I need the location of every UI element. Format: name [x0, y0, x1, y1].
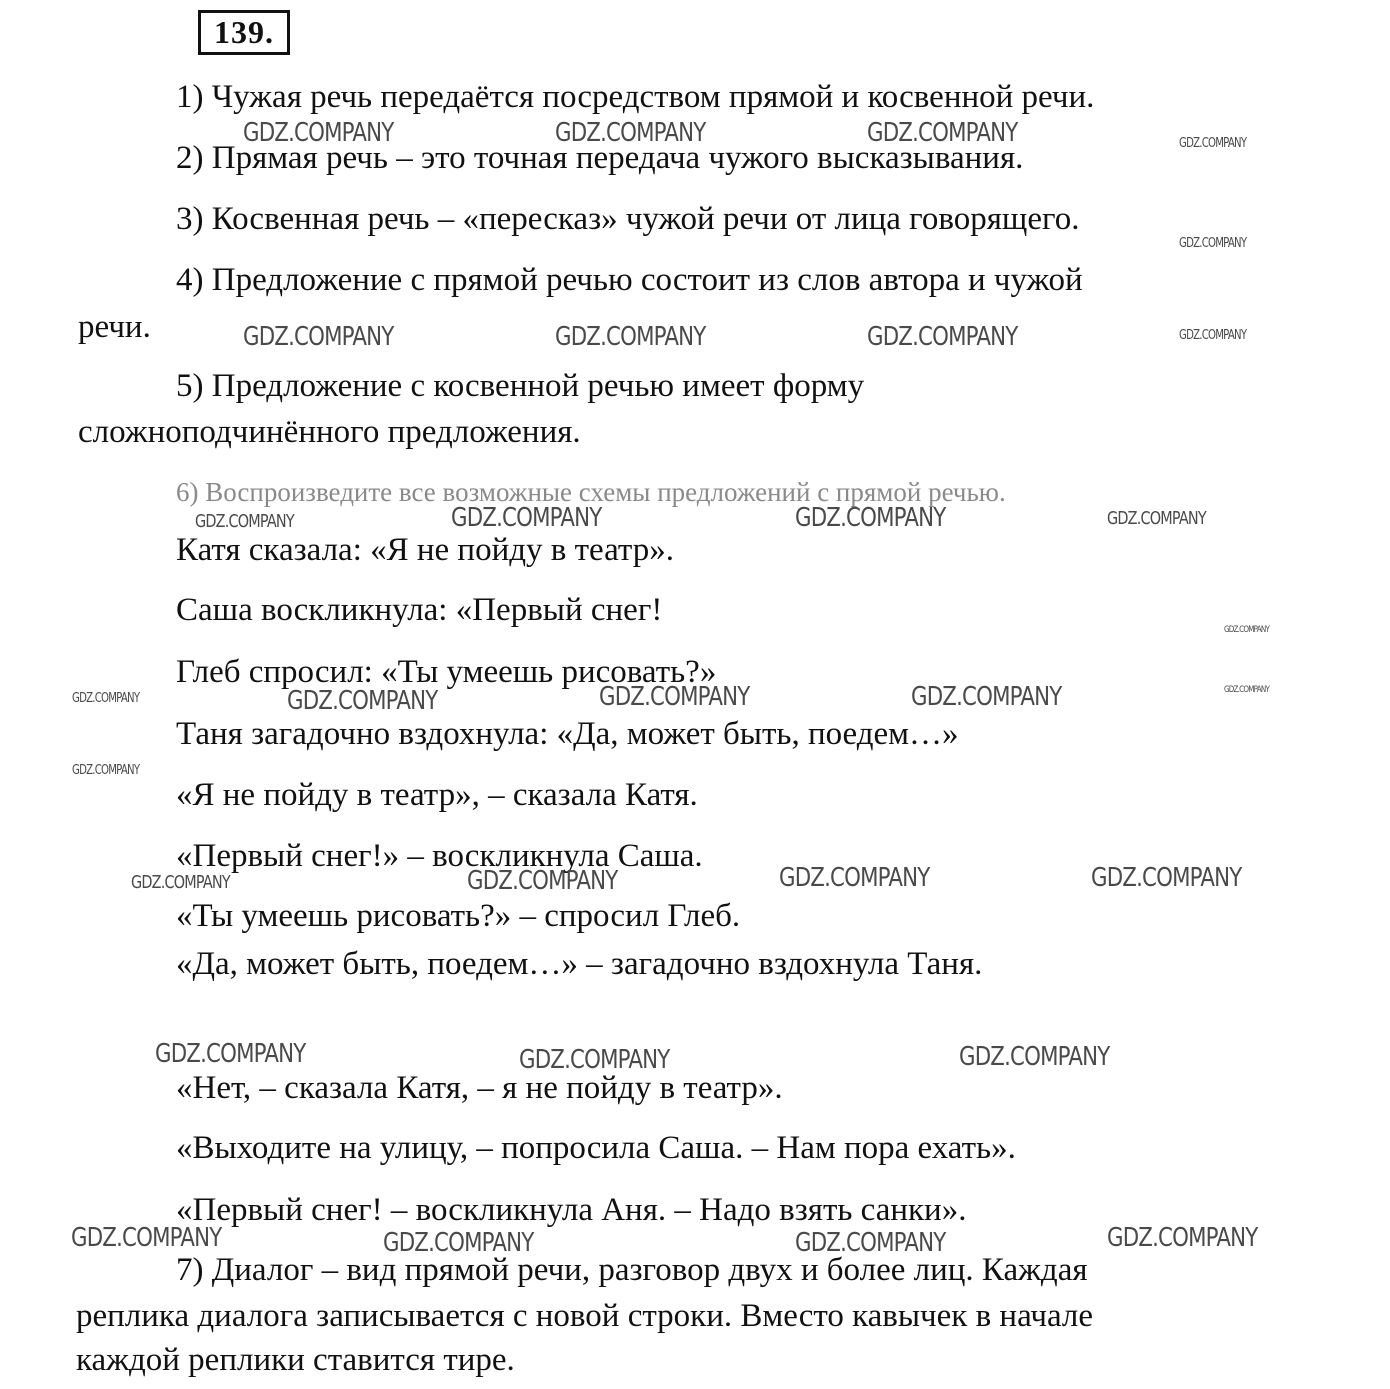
watermark: GDZ.COMPANY: [1107, 1223, 1258, 1253]
watermark: GDZ.COMPANY: [1179, 136, 1247, 151]
watermark: GDZ.COMPANY: [867, 118, 1018, 148]
paragraph-7-line-3: каждой реплики ставится тире.: [76, 1342, 515, 1378]
watermark: GDZ.COMPANY: [383, 1228, 534, 1258]
watermark: GDZ.COMPANY: [599, 682, 750, 712]
watermark: GDZ.COMPANY: [467, 866, 618, 896]
paragraph-2: 2) Прямая речь – это точная передача чужого высказывания.: [176, 140, 1024, 176]
watermark: GDZ.COMPANY: [519, 1045, 670, 1075]
paragraph-3: 3) Косвенная речь – «пересказ» чужой речи от лица говорящего.: [176, 201, 1080, 237]
watermark: GDZ.COMPANY: [131, 872, 230, 893]
watermark: GDZ.COMPANY: [779, 863, 930, 893]
watermark: GDZ.COMPANY: [1179, 236, 1247, 251]
watermark: GDZ.COMPANY: [959, 1042, 1110, 1072]
watermark: GDZ.COMPANY: [795, 1228, 946, 1258]
watermark: GDZ.COMPANY: [1224, 625, 1270, 635]
watermark: GDZ.COMPANY: [243, 322, 394, 352]
example-6: «Первый снег!» – воскликнула Саша.: [176, 838, 703, 874]
watermark: GDZ.COMPANY: [195, 511, 294, 532]
watermark: GDZ.COMPANY: [555, 322, 706, 352]
example-8: «Да, может быть, поедем…» – загадочно вздохнула Таня.: [176, 946, 983, 982]
example-10: «Выходите на улицу, – попросила Саша. – Нам пора ехать».: [176, 1130, 1016, 1166]
watermark: GDZ.COMPANY: [1179, 328, 1247, 343]
watermark: GDZ.COMPANY: [72, 763, 140, 778]
watermark: GDZ.COMPANY: [243, 118, 394, 148]
example-4: Таня загадочно вздохнула: «Да, может быть, поедем…»: [176, 716, 959, 752]
watermark: GDZ.COMPANY: [451, 503, 602, 533]
paragraph-7-line-2: реплика диалога записывается с новой строки. Вместо кавычек в начале: [76, 1298, 1094, 1334]
example-3: Глеб спросил: «Ты умеешь рисовать?»: [176, 654, 717, 690]
example-1: Катя сказала: «Я не пойду в театр».: [176, 532, 674, 568]
paragraph-1: 1) Чужая речь передаётся посредством прямой и косвенной речи.: [176, 79, 1095, 115]
example-5: «Я не пойду в театр», – сказала Катя.: [176, 777, 698, 813]
paragraph-4-line-2: речи.: [78, 309, 151, 345]
watermark: GDZ.COMPANY: [1091, 863, 1242, 893]
watermark: GDZ.COMPANY: [71, 1223, 222, 1253]
watermark: GDZ.COMPANY: [795, 503, 946, 533]
watermark: GDZ.COMPANY: [155, 1039, 306, 1069]
watermark: GDZ.COMPANY: [555, 118, 706, 148]
exercise-number: 139.: [198, 10, 290, 55]
example-11: «Первый снег! – воскликнула Аня. – Надо взять санки».: [176, 1192, 967, 1228]
watermark: GDZ.COMPANY: [72, 691, 140, 706]
watermark: GDZ.COMPANY: [1224, 685, 1270, 695]
example-7: «Ты умеешь рисовать?» – спросил Глеб.: [176, 898, 741, 934]
watermark: GDZ.COMPANY: [911, 682, 1062, 712]
paragraph-5-line-1: 5) Предложение с косвенной речью имеет форму: [176, 368, 865, 404]
paragraph-5-line-2: сложноподчинённого предложения.: [78, 414, 581, 450]
example-9: «Нет, – сказала Катя, – я не пойду в театр».: [176, 1070, 783, 1106]
example-2: Саша воскликнула: «Первый снег!: [176, 592, 663, 628]
paragraph-7-line-1: 7) Диалог – вид прямой речи, разговор двух и более лиц. Каждая: [176, 1252, 1088, 1288]
watermark: GDZ.COMPANY: [1107, 508, 1206, 529]
paragraph-4-line-1: 4) Предложение с прямой речью состоит из слов автора и чужой: [176, 262, 1083, 298]
paragraph-6-task: 6) Воспроизведите все возможные схемы предложений с прямой речью.: [176, 477, 1006, 507]
watermark: GDZ.COMPANY: [287, 686, 438, 716]
watermark: GDZ.COMPANY: [867, 322, 1018, 352]
